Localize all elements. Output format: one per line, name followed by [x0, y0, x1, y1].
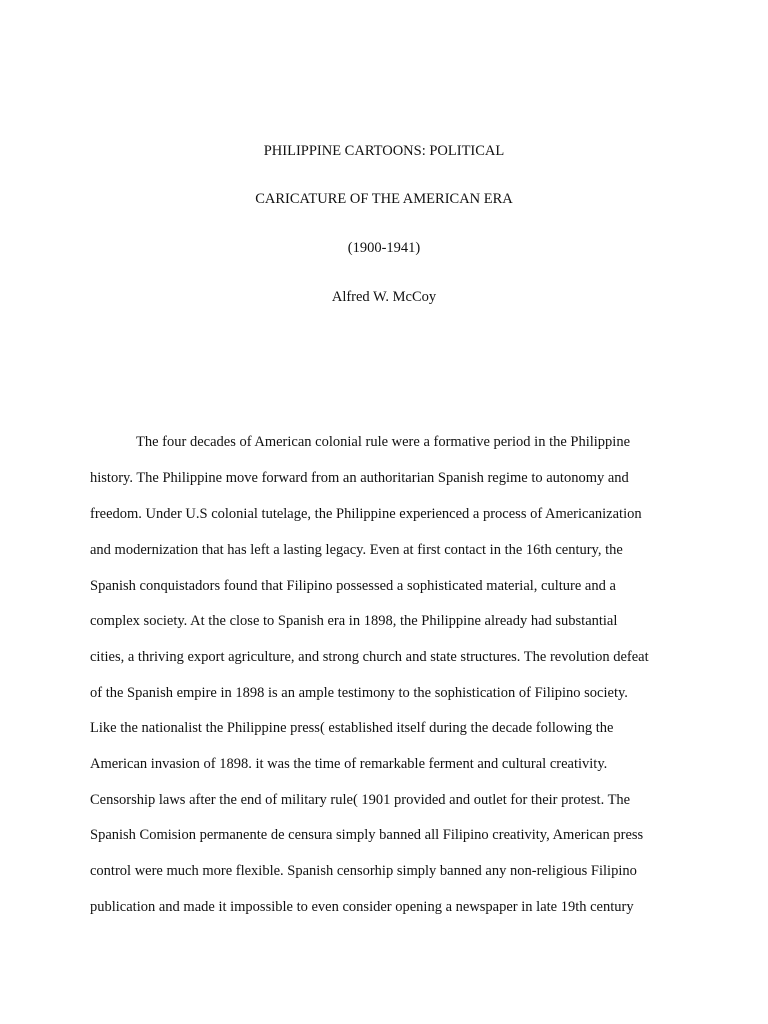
title-line-1: PHILIPPINE CARTOONS: POLITICAL [263, 143, 505, 159]
body-line: history. The Philippine move forward from an authoritarian Spanish regime to autonomy and [90, 470, 629, 486]
body-line: and modernization that has left a lasting legacy. Even at first contact in the 16th century, the [90, 542, 623, 558]
title-line-3: (1900-1941) [347, 240, 421, 256]
body-line: Spanish Comision permanente de censura simply banned all Filipino creativity, American press [90, 827, 644, 843]
body-line: cities, a thriving export agriculture, and strong church and state structures. The revolution defeat [90, 649, 649, 665]
body-line: The four decades of American colonial rule were a formative period in the Philippine [136, 434, 631, 450]
body-line: control were much more flexible. Spanish censorhip simply banned any non-religious Filipino [90, 863, 637, 879]
body-line: complex society. At the close to Spanish era in 1898, the Philippine already had substantial [90, 613, 618, 629]
author-name: Alfred W. McCoy [331, 289, 437, 305]
body-line: publication and made it impossible to even consider opening a newspaper in late 19th century [90, 899, 634, 915]
body-line: of the Spanish empire in 1898 is an ample testimony to the sophistication of Filipino society. [90, 685, 628, 701]
body-line: Spanish conquistadors found that Filipino possessed a sophisticated material, culture and a [90, 578, 616, 594]
body-line: Censorship laws after the end of military rule( 1901 provided and outlet for their protest. The [90, 792, 631, 808]
body-line: freedom. Under U.S colonial tutelage, the Philippine experienced a process of Americanization [90, 506, 642, 522]
body-line: American invasion of 1898. it was the time of remarkable ferment and cultural creativity. [90, 756, 608, 772]
title-line-2: CARICATURE OF THE AMERICAN ERA [255, 191, 513, 207]
body-line: Like the nationalist the Philippine press( established itself during the decade following the [90, 720, 614, 736]
